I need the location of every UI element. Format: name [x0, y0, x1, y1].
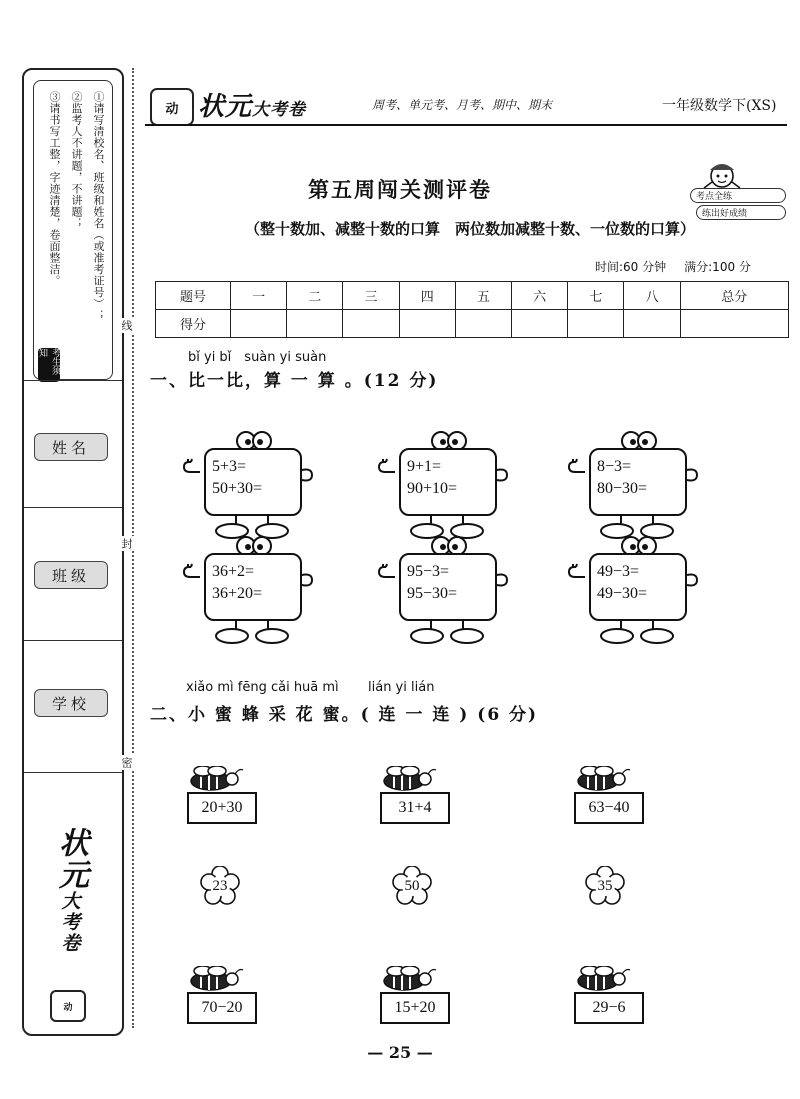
problem-expression: 95−30=: [407, 585, 458, 602]
page-number: — 25 —: [367, 1043, 433, 1062]
robot-hand-icon: [495, 466, 511, 484]
flower-number: 23: [212, 877, 228, 894]
flower[interactable]: [200, 866, 240, 906]
bee-expression: 29−6: [574, 992, 644, 1024]
table-cell: 八: [624, 282, 680, 310]
score-input-cell[interactable]: [455, 310, 511, 338]
table-cell: 得分: [156, 310, 231, 338]
section2-title: 二、小 蜜 蜂 采 花 蜜。( 连 一 连 ) (6 分): [150, 705, 539, 725]
badge: [690, 188, 786, 219]
flower-number: 50: [404, 877, 420, 894]
time-info: [595, 258, 751, 275]
section1-title: 一、比一比，算 一 算 。(12 分): [150, 371, 439, 391]
bee-card[interactable]: [378, 966, 468, 1026]
robot-hand-icon: [495, 571, 511, 589]
robot-hand-icon: [180, 458, 202, 480]
exam-rules-box: [33, 80, 113, 380]
divider: [24, 772, 122, 773]
score-input-cell[interactable]: [343, 310, 399, 338]
robot-problem: [563, 430, 703, 540]
score-input-cell[interactable]: [287, 310, 343, 338]
table-cell: 二: [287, 282, 343, 310]
header-rule: [145, 124, 787, 126]
page-title: 第五周闯关测评卷: [308, 177, 492, 202]
divider: [24, 507, 122, 508]
problem-expression: 90+10=: [407, 480, 458, 497]
score-table: [155, 281, 789, 338]
class-field-label: 班级: [34, 561, 108, 589]
robot-feet-icon: [409, 619, 485, 645]
table-cell: 四: [399, 282, 455, 310]
section1-pinyin: bǐ yi bǐ suàn yi suàn: [188, 350, 327, 365]
bee-card[interactable]: [572, 766, 662, 826]
robot-problem: [178, 535, 318, 645]
flower[interactable]: [585, 866, 625, 906]
robot-problem: [373, 430, 513, 540]
school-field-label: 学校: [34, 689, 108, 717]
flower-number: 35: [597, 877, 613, 894]
table-cell: 题号: [156, 282, 231, 310]
badge-line: 练出好成绩: [696, 205, 786, 220]
flower[interactable]: [392, 866, 432, 906]
grade-subject: 一年级数学下(XS): [662, 98, 777, 114]
bee-expression: 31+4: [380, 792, 450, 824]
page-subtitle: （整十数加、减整十数的口算 两位数加减整十数、一位数的口算）: [244, 220, 695, 238]
bee-card[interactable]: [572, 966, 662, 1026]
robot-problem: [373, 535, 513, 645]
bee-icon: [572, 966, 634, 992]
robot-hand-icon: [685, 571, 701, 589]
table-row: [156, 282, 789, 310]
robot-hand-icon: [300, 571, 316, 589]
bee-icon: [185, 766, 247, 792]
cut-word: 封: [120, 538, 133, 549]
problem-expression: 36+20=: [212, 585, 263, 602]
table-cell: 五: [455, 282, 511, 310]
bee-icon: [185, 966, 247, 992]
bee-expression: 15+20: [380, 992, 450, 1024]
divider: [24, 640, 122, 641]
robot-hand-icon: [565, 458, 587, 480]
table-cell: 六: [512, 282, 568, 310]
robot-problem: [563, 535, 703, 645]
problem-expression: 8−3=: [597, 458, 632, 475]
full-score: 满分:100 分: [684, 260, 751, 274]
robot-hand-icon: [375, 458, 397, 480]
sidebar-publisher-logo: 动: [50, 990, 86, 1022]
publisher-logo: 动: [150, 88, 194, 126]
table-cell: 总分: [680, 282, 788, 310]
problem-expression: 36+2=: [212, 563, 255, 580]
rules-tag: 考生须知: [38, 348, 60, 382]
rule-1: ①请写清校名、班级和姓名（或准考证号）；: [92, 91, 105, 321]
bee-icon: [378, 766, 440, 792]
table-cell: 七: [568, 282, 624, 310]
problem-expression: 49−30=: [597, 585, 648, 602]
robot-hand-icon: [300, 466, 316, 484]
robot-problem: [178, 430, 318, 540]
bee-card[interactable]: [185, 766, 275, 826]
cut-word: 密: [120, 757, 133, 768]
problem-expression: 80−30=: [597, 480, 648, 497]
bee-card[interactable]: [185, 966, 275, 1026]
badge-line: 考点全练: [690, 188, 786, 203]
score-input-cell[interactable]: [680, 310, 788, 338]
score-input-cell[interactable]: [568, 310, 624, 338]
bee-card[interactable]: [378, 766, 468, 826]
section2-pinyin: xiǎo mì fēng cǎi huā mì: [186, 680, 339, 695]
bee-expression: 20+30: [187, 792, 257, 824]
table-row: [156, 310, 789, 338]
bee-expression: 63−40: [574, 792, 644, 824]
robot-hand-icon: [180, 563, 202, 585]
score-input-cell[interactable]: [399, 310, 455, 338]
bee-icon: [378, 966, 440, 992]
problem-expression: 50+30=: [212, 480, 263, 497]
score-input-cell[interactable]: [624, 310, 680, 338]
bee-expression: 70−20: [187, 992, 257, 1024]
rule-2: ②监考人不讲题，不讲题；: [70, 91, 83, 229]
problem-expression: 49−3=: [597, 563, 640, 580]
name-field-label: 姓名: [34, 433, 108, 461]
bee-icon: [572, 766, 634, 792]
table-cell: 三: [343, 282, 399, 310]
time-limit: 时间:60 分钟: [595, 260, 667, 274]
score-input-cell[interactable]: [512, 310, 568, 338]
robot-feet-icon: [214, 619, 290, 645]
brand-logo: 状元大考卷: [198, 92, 307, 122]
problem-expression: 95−3=: [407, 563, 450, 580]
section2-pinyin: lián yi lián: [368, 680, 435, 695]
problem-expression: 5+3=: [212, 458, 247, 475]
divider: [24, 380, 122, 381]
score-input-cell[interactable]: [231, 310, 287, 338]
rule-3: ③请书写工整，字迹清楚，卷面整洁。: [48, 91, 61, 287]
robot-hand-icon: [685, 466, 701, 484]
robot-feet-icon: [599, 619, 675, 645]
table-cell: 一: [231, 282, 287, 310]
cut-word: 线: [120, 320, 133, 331]
sidebar-brand-logo: 状元 大考卷: [53, 826, 88, 954]
problem-expression: 9+1=: [407, 458, 442, 475]
exam-types: 周考、单元考、月考、期中、期末: [372, 98, 553, 112]
robot-hand-icon: [565, 563, 587, 585]
robot-hand-icon: [375, 563, 397, 585]
